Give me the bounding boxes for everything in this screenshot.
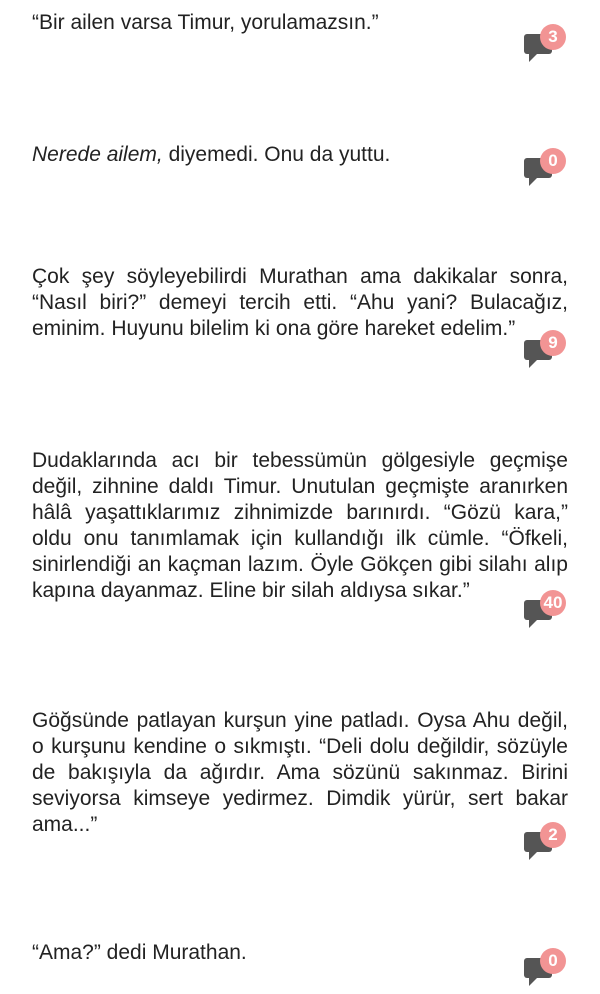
comment-button-5[interactable] [524, 822, 568, 866]
comment-button-6[interactable] [524, 948, 568, 992]
paragraph-text: Göğsünde patlayan kurşun yine patladı. Oysa Ahu değil, o kurşunu kendine o sıkmıştı. “Deli dolu değildir, sözüyle de bakışıyla da ağırdır. Ama sözünü sakınmaz. Birini seviyorsa kimseye yedirmez. Dimdik yürür, sert bakar ama...” [32, 709, 568, 836]
paragraph-text: “Bir ailen varsa Timur, yorulamazsın.” [32, 11, 379, 34]
comment-count-badge: 40 [540, 590, 566, 616]
comment-button-3[interactable] [524, 330, 568, 374]
comment-button-1[interactable] [524, 24, 568, 68]
paragraph-1 [32, 10, 568, 36]
paragraph-2 [32, 142, 568, 168]
comment-count-badge: 0 [540, 148, 566, 174]
comment-count-badge: 0 [540, 948, 566, 974]
paragraph-5 [32, 708, 568, 838]
paragraph-4 [32, 448, 568, 604]
paragraph-3 [32, 264, 568, 342]
paragraph-text: diyemedi. Onu da yuttu. [162, 143, 391, 166]
comment-count-badge: 3 [540, 24, 566, 50]
comment-button-4[interactable] [524, 590, 568, 634]
comment-count-badge: 2 [540, 822, 566, 848]
paragraph-italic-text: Nerede ailem, [32, 143, 163, 166]
paragraph-text: Dudaklarında acı bir tebessümün gölgesiyle geçmişe değil, zihnine daldı Timur. Unutulan geçmişte aranırken hâlâ yaşattıklarımız zihnimizde barınırdı. “Gözü kara,” oldu onu tanımlamak için kullandığı ilk cümle. “Öfkeli, sinirlendiği an kaçman lazım. Öyle Gökçen gibi silahı alıp kapına dayanmaz. Eline bir silah aldıysa sıkar.” [32, 449, 568, 602]
paragraph-text: “Ama?” dedi Murathan. [32, 941, 247, 964]
paragraph-text: Çok şey söyleyebilirdi Murathan ama dakikalar sonra, “Nasıl biri?” demeyi tercih etti. “Ahu yani? Bulacağız, eminim. Huyunu bilelim ki ona göre hareket edelim.” [32, 265, 568, 340]
comment-button-2[interactable] [524, 148, 568, 192]
paragraph-6 [32, 940, 568, 966]
comment-count-badge: 9 [540, 330, 566, 356]
